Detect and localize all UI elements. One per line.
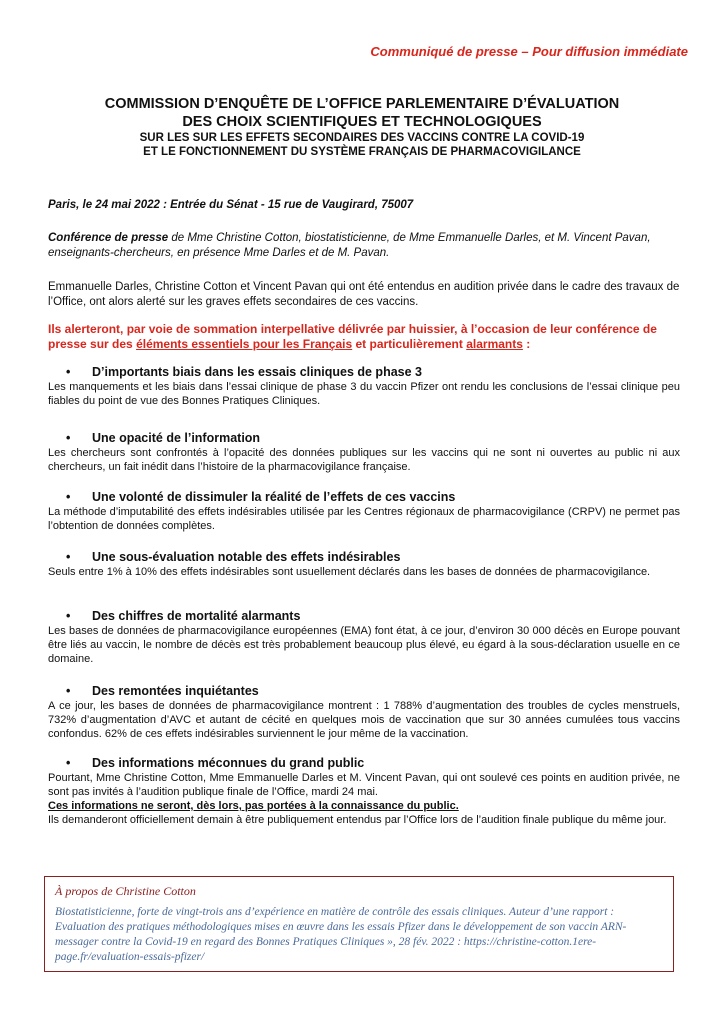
section-item <box>48 365 680 408</box>
section-item <box>48 609 680 666</box>
section-body: La méthode d’imputabilité des effets indésirables utilisée par les Centres régionaux de pharmacovigilance (CRPV) ne permet pas l’obtention de données complètes. <box>48 506 680 532</box>
section-title: • D’importants biais dans les essais cliniques de phase 3 <box>66 365 422 379</box>
context-paragraph: Emmanuelle Darles, Christine Cotton et Vincent Pavan qui ont été entendus en audition privée dans le cadre des travaux de l’Office, ont alors alerté sur les graves effets secondaires de ces vaccins. <box>48 281 680 308</box>
document-title <box>40 95 684 159</box>
section-item <box>48 684 680 741</box>
bullet-icon: • <box>66 550 71 564</box>
bullet-icon: • <box>66 490 71 504</box>
section-title: • Des chiffres de mortalité alarmants <box>66 609 301 623</box>
intro-bold: Conférence de presse <box>48 232 169 244</box>
section-item <box>48 550 680 579</box>
section-title: • Des remontées inquiétantes <box>66 684 259 698</box>
bullet-icon: • <box>66 365 71 379</box>
conclusion-underlined: Ces informations ne seront, dès lors, pas portées à la connaissance du public. <box>48 800 459 812</box>
alert-part-1: Ils alerteront, par voie de sommation interpellative délivrée par huissier, à l’occasion de leur conférence de presse sur des <box>48 322 657 351</box>
section-body: Les bases de données de pharmacovigilance européennes (EMA) font état, à ce jour, d’environ 30 000 décès en Europe pouvant être liés au vaccin, le nombre de décès est très probablement beaucoup plus élevé, eu égard à la sous-déclaration usuelle en ce domaine. <box>48 625 680 665</box>
alert-part-3: : <box>522 337 531 351</box>
section-body: Pourtant, Mme Christine Cotton, Mme Emmanuelle Darles et M. Vincent Pavan, qui ont soulevé ces points en audition privée, ne sont pas invités à l’audition publique finale de l’Office, mardi 24 mai. <box>48 772 680 798</box>
bullet-icon: • <box>66 609 71 623</box>
title-line-3: SUR LES SUR LES EFFETS SECONDAIRES DES VACCINS CONTRE LA COVID-19 <box>139 132 585 144</box>
alert-underline-1: éléments essentiels pour les Français <box>136 337 353 351</box>
press-release-label: Communiqué de presse – Pour diffusion immédiate <box>370 44 688 59</box>
conclusion-last: Ils demanderont officiellement demain à être publiquement entendus par l’Office lors de l’audition finale publique du même jour. <box>48 814 667 826</box>
section-title: • Une volonté de dissimuler la réalité de l’effets de ces vaccins <box>66 490 456 504</box>
about-box <box>44 876 674 972</box>
alert-underline-2: alarmants <box>466 337 523 351</box>
bullet-icon: • <box>66 431 71 445</box>
dateline: Paris, le 24 mai 2022 : Entrée du Sénat - 15 rue de Vaugirard, 75007 <box>48 199 414 211</box>
section-title: • Des informations méconnues du grand public <box>66 756 365 770</box>
bullet-icon: • <box>66 684 71 698</box>
section-item <box>48 490 680 533</box>
section-body: Seuls entre 1% à 10% des effets indésirables sont usuellement déclarés dans les bases de données de pharmacovigilance. <box>48 566 651 578</box>
intro-paragraph <box>48 231 680 260</box>
title-line-4: ET LE FONCTIONNEMENT DU SYSTÈME FRANÇAIS DE PHARMACOVIGILANCE <box>143 146 581 158</box>
section-item <box>48 431 680 474</box>
alert-part-2: et particulièrement <box>352 337 467 351</box>
title-line-1: COMMISSION D’ENQUÊTE DE L’OFFICE PARLEMENTAIRE D’ÉVALUATION <box>104 96 620 112</box>
conclusion <box>48 799 680 827</box>
section-body: A ce jour, les bases de données de pharmacovigilance montrent : 1 788% d’augmentation des troubles de cycles menstruels, 732% d’augmentation d’AVC et autant de cécité en quelques mois de vaccination que sur 30 années cumulées tous vaccins confondus. 62% de ces effets indésirables surviennent le jour même de la vaccination. <box>48 700 680 740</box>
bullet-icon: • <box>66 756 71 770</box>
intro-rest: de Mme Christine Cotton, biostatisticienne, de Mme Emmanuelle Darles, et M. Vincent Pavan, enseignants-chercheurs, en présence Mme Darles et de M. Pavan. <box>48 232 651 259</box>
about-box-text: Biostatisticienne, forte de vingt-trois ans d’expérience en matière de contrôle des essais cliniques. Auteur d’une rapport : Evaluation des pratiques méthodologiques mises en œuvre dans les essais Pfizer dans le développement de son vaccin ARN-messager contre la Covid-19 en regard des Bonnes Pratiques Cliniques », 28 fév. 2022 : https://christine-cotton.1ere-page.fr/evaluation-essais-pfizer/ <box>55 906 627 963</box>
section-body: Les chercheurs sont confrontés à l’opacité des données publiques sur les vaccins qui ne sont ni ouvertes au public ni aux chercheurs, un fait inédit dans l’histoire de la pharmacovigilance française. <box>48 447 680 473</box>
section-item <box>48 756 680 827</box>
section-body: Les manquements et les biais dans l’essai clinique de phase 3 du vaccin Pfizer ont rendu les conclusions de l’essai clinique peu fiables du point de vue des Bonnes Pratiques Cliniques. <box>48 381 680 407</box>
section-title: • Une sous-évaluation notable des effets indésirables <box>66 550 401 564</box>
about-box-title: À propos de Christine Cotton <box>55 884 196 898</box>
section-title: • Une opacité de l’information <box>66 431 261 445</box>
title-line-2: DES CHOIX SCIENTIFIQUES ET TECHNOLOGIQUES <box>182 114 542 130</box>
alert-paragraph <box>48 322 680 352</box>
